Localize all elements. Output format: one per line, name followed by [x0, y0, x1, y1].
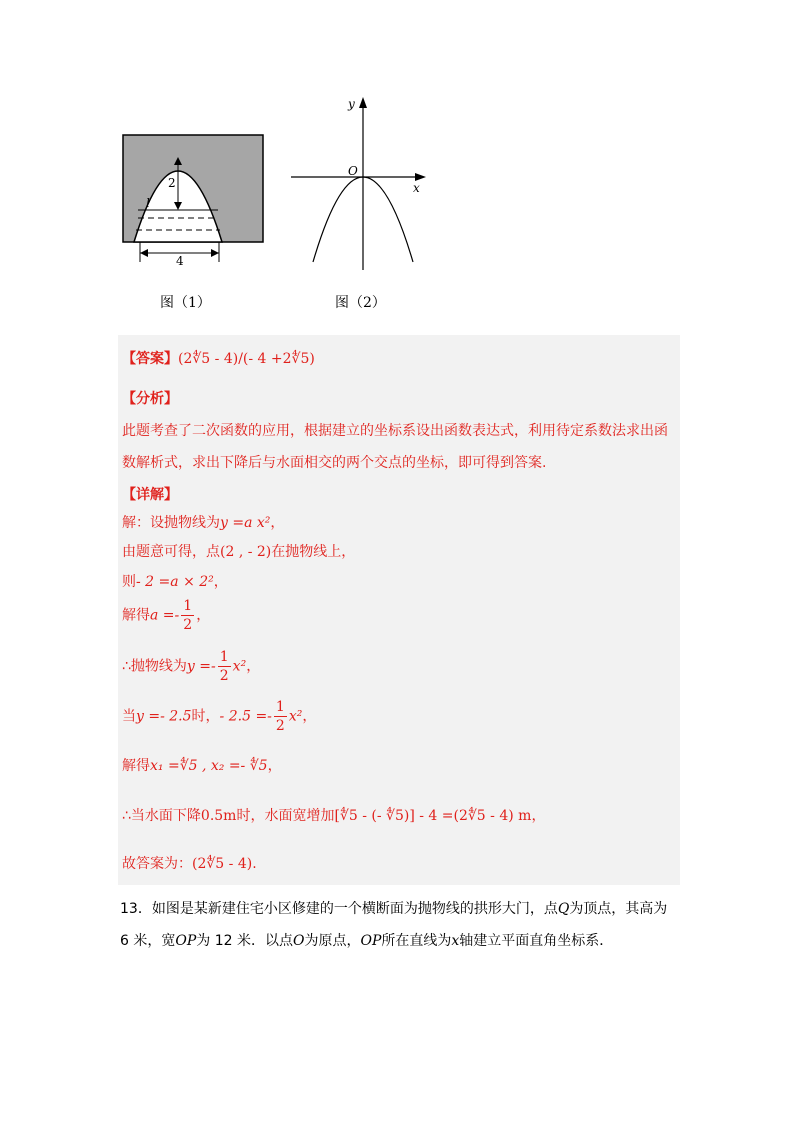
q13-x: x: [451, 933, 460, 949]
detail-step-5: [122, 648, 260, 685]
step2-math: (2 , - 2): [220, 544, 272, 560]
detail-step-4: [122, 597, 210, 634]
step6-math-1: y =- 2.5: [136, 708, 192, 725]
q13-line2-e: 轴建立平面直角坐标系．: [459, 933, 614, 949]
question-13-line-1: [120, 898, 667, 918]
q13-line1-b: 为顶点，其高为: [569, 901, 668, 917]
step8-suffix: ，: [531, 808, 546, 824]
step7-math: x₁ =∜5 , x₂ =- ∜5: [150, 758, 268, 774]
detail-step-1: [122, 512, 284, 532]
detail-step-3: [122, 571, 228, 591]
q13-point-q: Q: [557, 901, 570, 917]
step7-suffix: ，: [267, 758, 282, 774]
step5-math: y =-: [186, 658, 216, 675]
figure-1-caption: 图（1）: [160, 295, 211, 311]
q13-point-o: O: [292, 933, 305, 949]
step9-suffix: .: [252, 856, 257, 872]
step3-suffix: ，: [213, 574, 228, 590]
step6-mid: 时，: [191, 708, 220, 725]
q13-line2-b: 为 12 米．以点: [196, 933, 293, 949]
step9-prefix: 故答案为：: [122, 856, 192, 872]
answer-text: (2∜5 - 4)/(- 4 +2∜5): [178, 351, 315, 367]
x-axis-label: x: [413, 181, 420, 195]
step4-numerator: 1: [183, 598, 193, 614]
detail-tag: 【详解】: [122, 487, 178, 503]
step1-prefix: 解：设抛物线为: [122, 515, 220, 531]
q13-line2-d: 所在直线为: [381, 933, 452, 949]
step6-numerator: 1: [275, 699, 285, 715]
detail-step-9: [122, 853, 257, 873]
figure-1-width-label: 4: [176, 254, 184, 265]
detail-step-7: [122, 755, 282, 775]
step5-suffix: ，: [246, 658, 261, 675]
origin-label: O: [348, 164, 358, 178]
step3-prefix: 则: [122, 574, 136, 590]
step4-suffix: ，: [196, 607, 211, 624]
analysis-tag-line: [122, 388, 178, 408]
step9-math: (2∜5 - 4): [192, 856, 253, 872]
step4-prefix: 解得: [122, 607, 150, 624]
step4-denominator: 2: [183, 617, 193, 633]
step6-denominator: 2: [275, 718, 285, 734]
detail-step-2: [122, 541, 355, 561]
answer-line: [122, 348, 315, 368]
step5-numerator: 1: [219, 649, 229, 665]
figure-1-arch-diagram: [118, 130, 268, 265]
step6-math-2: - 2.5 =-: [219, 708, 272, 725]
q13-line2-a: 6 米，宽: [120, 933, 176, 949]
step8-math-2: [∜5 - (- ∜5)] - 4 =(2∜5 - 4) m: [334, 808, 532, 824]
step5-fraction: [218, 648, 231, 685]
detail-tag-line: [122, 484, 178, 504]
y-axis-label: y: [348, 97, 355, 111]
q13-line1-a: 13．如图是某新建住宅小区修建的一个横断面为抛物线的拱形大门，点: [120, 901, 558, 917]
analysis-tag: 【分析】: [122, 391, 178, 407]
step4-fraction: [181, 597, 194, 634]
step8-math-1: 0.5m: [200, 808, 237, 824]
step5-var: x²: [232, 658, 247, 675]
question-13-line-2: [120, 930, 613, 950]
step6-var: x²: [288, 708, 303, 725]
step1-suffix: ，: [270, 515, 285, 531]
step2-prefix: 由题意可得，点: [122, 544, 220, 560]
step8-mid: 时，水面宽增加: [236, 808, 335, 824]
detail-step-8: [122, 805, 545, 825]
detail-step-6: [122, 698, 316, 735]
figure-2-parabola-graph: [288, 92, 428, 272]
step8-prefix: ∴当水面下降: [122, 808, 201, 824]
q13-op-2: OP: [360, 933, 382, 949]
figure-1-line-label: l: [146, 196, 150, 210]
analysis-line-2: 数解析式，求出下降后与水面相交的两个交点的坐标，即可得到答案.: [122, 455, 547, 471]
figure-2-caption: 图（2）: [335, 295, 386, 311]
step6-fraction: [274, 698, 287, 735]
step1-math: y =a x²: [220, 515, 271, 531]
step7-prefix: 解得: [122, 758, 150, 774]
step3-math: - 2 =a × 2²: [136, 574, 214, 590]
figure-1-height-label: 2: [168, 176, 176, 190]
step4-math: a =-: [150, 607, 180, 624]
answer-tag: 【答案】: [122, 351, 178, 367]
step5-denominator: 2: [219, 668, 229, 684]
step2-suffix: 在抛物线上，: [271, 544, 356, 560]
analysis-line-1: 此题考查了二次函数的应用，根据建立的坐标系设出函数表达式，利用待定系数法求出函: [122, 423, 668, 439]
q13-line2-c: 为原点，: [304, 933, 361, 949]
step5-prefix: ∴抛物线为: [122, 658, 187, 675]
step6-prefix: 当: [122, 708, 136, 725]
step6-suffix: ，: [302, 708, 317, 725]
q13-op: OP: [175, 933, 197, 949]
